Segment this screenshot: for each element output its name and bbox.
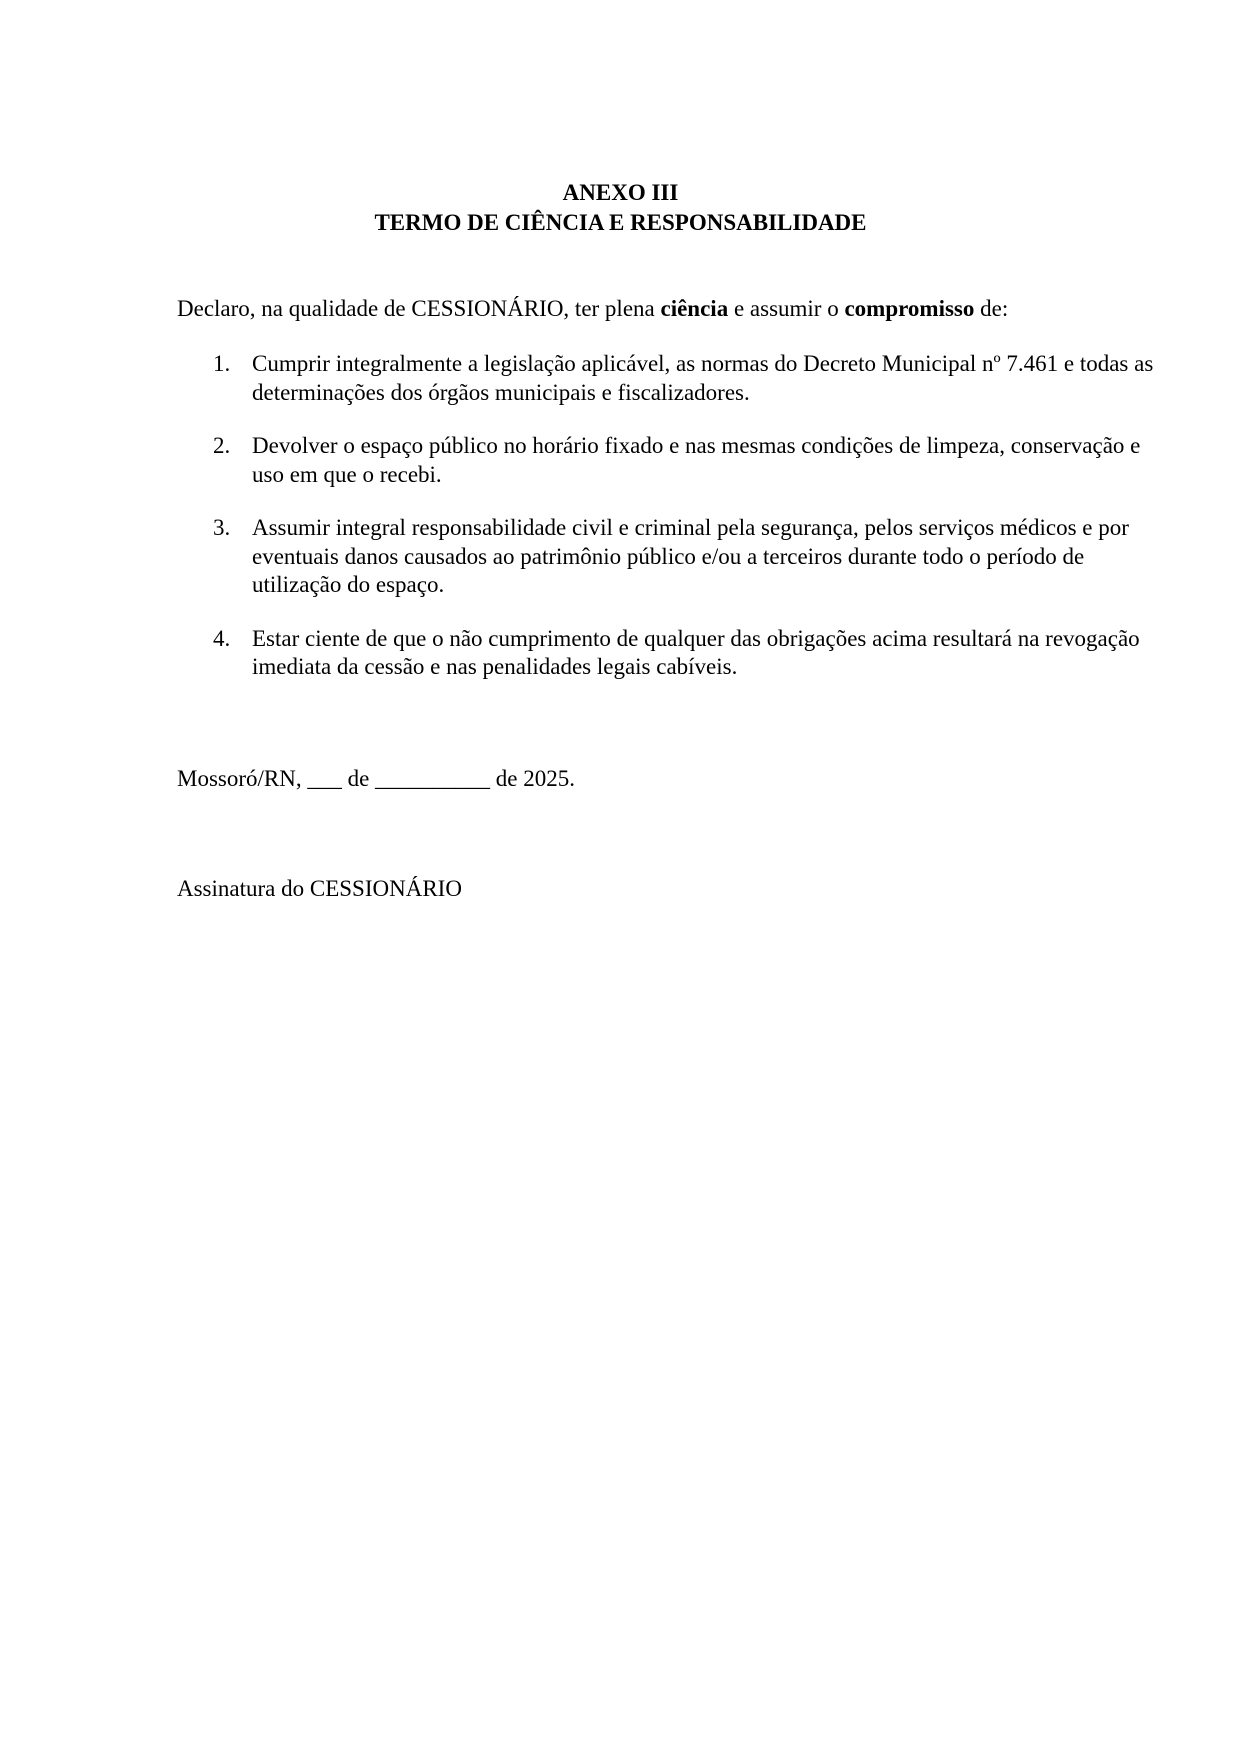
- obligation-item: [177, 625, 1167, 682]
- obligation-number: 3.: [213, 515, 231, 540]
- date-line: Mossoró/RN, ___ de __________ de 2025.: [177, 766, 576, 791]
- intro-text-1: Declaro, na qualidade de CESSIONÁRIO, ter plena: [177, 296, 661, 321]
- obligation-text: Devolver o espaço público no horário fixado e nas mesmas condições de limpeza, conservação e uso em que o recebi.: [252, 433, 1141, 487]
- intro-text-2: e assumir o: [728, 296, 845, 321]
- intro-text-3: de:: [974, 296, 1009, 321]
- intro-bold-ciencia: ciência: [660, 296, 729, 321]
- obligation-item: [177, 514, 1167, 600]
- obligation-item: [177, 350, 1167, 407]
- obligation-item: [177, 432, 1167, 489]
- obligation-text: Cumprir integralmente a legislação aplicável, as normas do Decreto Municipal nº 7.461 e todas as determinações dos órgãos municipais e fiscalizadores.: [252, 351, 1154, 405]
- signature-label: Assinatura do CESSIONÁRIO: [177, 876, 462, 901]
- document-heading: [0, 178, 1241, 238]
- obligation-number: 4.: [213, 625, 231, 651]
- obligation-number: 1.: [213, 351, 231, 376]
- intro-bold-compromisso: compromisso: [844, 296, 975, 321]
- document-title: TERMO DE CIÊNCIA E RESPONSABILIDADE: [374, 210, 867, 235]
- obligations-list: [177, 350, 1167, 707]
- obligation-text: Assumir integral responsabilidade civil e criminal pela segurança, pelos serviços médicos e por eventuais danos causados ao patrimônio público e/ou a terceiros durante todo o período de utilização do espaço.: [252, 515, 1129, 597]
- annex-number: ANEXO III: [562, 180, 679, 205]
- obligation-text: Estar ciente de que o não cumprimento de qualquer das obrigações acima resultará na revogação imediata da cessão e nas penalidades legais cabíveis.: [252, 625, 1140, 679]
- obligation-number: 2.: [213, 433, 231, 458]
- intro-paragraph: [177, 294, 1008, 324]
